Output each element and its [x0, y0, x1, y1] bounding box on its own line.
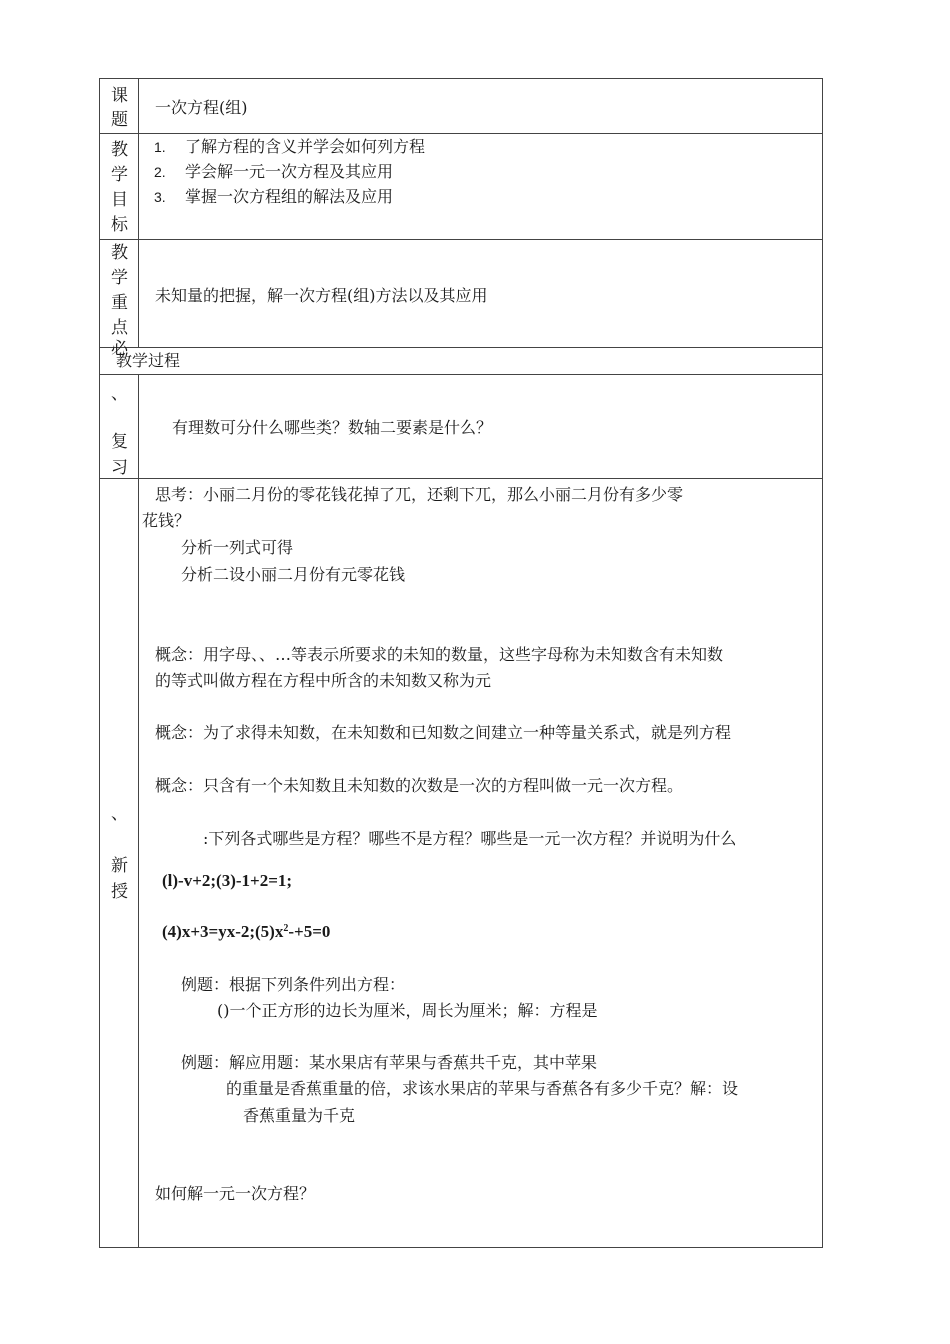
analysis-two: 分析二设小丽二月份有元零花钱 [181, 565, 406, 584]
key-points-value: 未知量的把握，解一次方程(组)方法以及其应用 [155, 286, 488, 305]
label-char: 、 [111, 384, 128, 404]
label-char: 习 [111, 458, 128, 478]
label-char: 点 [111, 318, 128, 338]
exercise-prompt: :下列各式哪些是方程？哪些不是方程？哪些是一元一次方程？并说明为什么 [203, 829, 737, 848]
label-char: 重 [111, 293, 128, 313]
label-char: 课 [111, 86, 128, 106]
example-two-line: 例题：解应用题：某水果店有苹果与香蕉共千克，其中苹果 [181, 1053, 598, 1072]
formula-two-part: -+5=0 [288, 922, 331, 941]
formula-two-part: (4)x+3=yx-2;(5)x [162, 922, 284, 941]
think-question-cont: 花钱？ [142, 511, 191, 530]
label-char: 题 [111, 110, 128, 130]
label-char: 目 [111, 190, 128, 210]
example-two-line: 香蕉重量为千克 [243, 1106, 356, 1125]
goals-label [100, 134, 139, 239]
goals-row [100, 134, 822, 240]
key-points-row [100, 240, 822, 359]
label-char: 标 [111, 215, 128, 235]
formula-two [162, 922, 330, 942]
label-char: 复 [111, 432, 128, 452]
concept-three: 概念：只含有一个未知数且未知数的次数是一次的方程叫做一元一次方程。 [155, 776, 684, 795]
formula-one: (l)-v+2;(3)-1+2=1; [162, 871, 293, 890]
goal-item: 了解方程的含义并学会如何列方程 [185, 137, 426, 156]
label-char: 授 [111, 882, 128, 902]
exponent: 2 [283, 923, 289, 934]
goal-number: 2. [154, 164, 166, 180]
goal-item: 学会解一元一次方程及其应用 [185, 162, 394, 181]
example-one-body: ()一个正方形的边长为厘米，周长为厘米；解：方程是 [217, 1001, 598, 1020]
topic-value: 一次方程(组) [155, 98, 248, 117]
analysis-one: 分析一列式可得 [181, 538, 294, 557]
topic-row [100, 79, 822, 134]
concept-two: 概念：为了求得未知数，在未知数和已知数之间建立一种等量关系式，就是列方程 [155, 723, 732, 742]
process-header-row [100, 348, 822, 375]
review-row [100, 375, 822, 479]
label-char: 新 [111, 856, 128, 876]
label-char: 学 [111, 268, 128, 288]
topic-label [100, 79, 139, 133]
lesson-plan-table [99, 78, 823, 1248]
label-char: 教 [111, 140, 128, 160]
example-two-line: 的重量是香蕉重量的倍，求该水果店的苹果与香蕉各有多少千克？解：设 [226, 1079, 739, 1098]
new-lesson-label [100, 479, 139, 1247]
key-points-label [100, 240, 139, 359]
goal-number: 1. [154, 139, 166, 155]
new-lesson-row [100, 479, 822, 1247]
example-one-title: 例题：根据下列条件列出方程： [181, 975, 406, 994]
review-label [100, 375, 139, 478]
think-question: 思考：小丽二月份的零花钱花掉了兀，还剩下兀，那么小丽二月份有多少零 [155, 485, 684, 504]
label-char: 教 [111, 243, 128, 263]
goal-item: 掌握一次方程组的解法及应用 [185, 187, 394, 206]
goal-number: 3. [154, 189, 166, 205]
review-question: 有理数可分什么哪些类？数轴二要素是什么？ [172, 418, 493, 437]
process-header: 教学过程 [116, 351, 181, 370]
closing-question: 如何解一元一次方程？ [155, 1184, 316, 1203]
label-char: 学 [111, 165, 128, 185]
concept-one-cont: 的等式叫做方程在方程中所含的未知数又称为元 [155, 671, 492, 690]
label-char: 必 [111, 339, 128, 359]
concept-one: 概念：用字母、、…等表示所要求的未知的数量，这些字母称为未知数含有未知数 [155, 645, 724, 664]
label-char: 、 [111, 804, 128, 824]
